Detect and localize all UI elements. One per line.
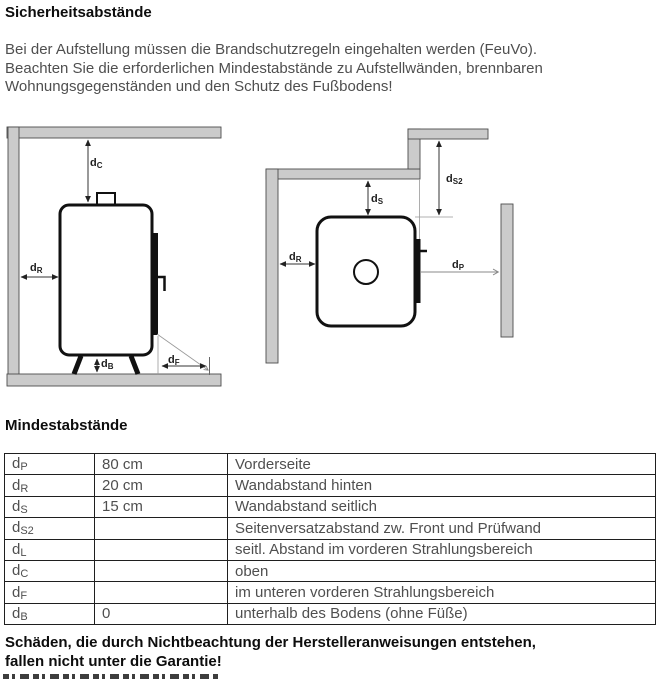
value-cell xyxy=(95,560,228,581)
side-view-diagram xyxy=(7,127,221,386)
table-row xyxy=(5,496,656,517)
table-row xyxy=(5,518,656,539)
value-cell: 0 xyxy=(95,603,228,624)
symbol-cell: $d_P$ xyxy=(5,454,95,475)
dr-label-top: $d_R$ xyxy=(289,251,302,264)
value-cell: 15 cm xyxy=(95,496,228,517)
dc-label: $d_C$ xyxy=(90,157,103,170)
table-row xyxy=(5,454,656,475)
db-label: $d_B$ xyxy=(101,358,114,371)
clipped-text-fragment xyxy=(3,674,218,679)
stove-door-side xyxy=(152,233,159,335)
ceiling-wall xyxy=(7,127,221,138)
warranty-warning-line: Schäden, die durch Nichtbeachtung der Herstelleranweisungen entstehen, xyxy=(5,634,536,651)
radiation-diagonal-line xyxy=(157,334,208,370)
side-wall-left xyxy=(266,169,278,363)
floor xyxy=(7,374,221,386)
door-handle-side xyxy=(158,277,165,291)
rear-wall xyxy=(8,127,19,375)
description-cell: unterhalb des Bodens (ohne Füße) xyxy=(228,603,656,624)
flue-outlet-circle xyxy=(354,260,378,284)
table-row xyxy=(5,582,656,603)
dp-label: $d_P$ xyxy=(452,259,465,272)
stove-body-side xyxy=(60,205,152,355)
table-row xyxy=(5,560,656,581)
page-title: Sicherheitsabstände xyxy=(5,4,152,21)
description-cell: Seitenversatzabstand zw. Front und Prüfwand xyxy=(228,518,656,539)
offset-wall xyxy=(408,129,488,139)
warranty-warning xyxy=(5,634,536,671)
value-cell xyxy=(95,582,228,603)
ds-label: $d_S$ xyxy=(371,193,384,206)
clearance-diagrams xyxy=(0,115,670,395)
intro-line: Wohnungsgegenständen und den Schutz des Fußbodens! xyxy=(5,78,393,95)
flue-stub xyxy=(97,193,115,205)
symbol-cell: $d_B$ xyxy=(5,603,95,624)
symbol-cell: $d_{S2}$ xyxy=(5,518,95,539)
test-wall-front xyxy=(501,204,513,337)
top-view-diagram xyxy=(266,129,513,363)
df-label: $d_F$ xyxy=(168,354,180,367)
warranty-warning-line: fallen nicht unter die Garantie! xyxy=(5,652,222,670)
value-cell: 20 cm xyxy=(95,475,228,496)
dr-label-side: $d_R$ xyxy=(30,262,43,275)
table-row xyxy=(5,539,656,560)
stove-door-top xyxy=(414,239,421,303)
min-distances-table xyxy=(4,453,656,625)
description-cell: im unteren vorderen Strahlungsbereich xyxy=(228,582,656,603)
stove-leg-right xyxy=(131,356,138,374)
table-row xyxy=(5,603,656,624)
value-cell: 80 cm xyxy=(95,454,228,475)
table-heading: Mindestabstände xyxy=(5,417,128,434)
symbol-cell: $d_F$ xyxy=(5,582,95,603)
symbol-cell: $d_R$ xyxy=(5,475,95,496)
description-cell: Wandabstand seitlich xyxy=(228,496,656,517)
symbol-cell: $d_C$ xyxy=(5,560,95,581)
stove-leg-left xyxy=(74,356,81,374)
value-cell xyxy=(95,539,228,560)
description-cell: seitl. Abstand im vorderen Strahlungsbereich xyxy=(228,539,656,560)
description-cell: Wandabstand hinten xyxy=(228,475,656,496)
intro-line: Bei der Aufstellung müssen die Brandschutzregeln eingehalten werden (FeuVo). xyxy=(5,41,537,58)
rear-wall-top xyxy=(266,169,420,179)
intro-paragraph xyxy=(5,41,543,97)
description-cell: Vorderseite xyxy=(228,454,656,475)
description-cell: oben xyxy=(228,560,656,581)
value-cell xyxy=(95,518,228,539)
symbol-cell: $d_L$ xyxy=(5,539,95,560)
table-row xyxy=(5,475,656,496)
intro-line: Beachten Sie die erforderlichen Mindestabstände zu Aufstellwänden, brennbaren xyxy=(5,59,543,77)
symbol-cell: $d_S$ xyxy=(5,496,95,517)
ds2-label: $d_{S2}$ xyxy=(446,173,463,186)
